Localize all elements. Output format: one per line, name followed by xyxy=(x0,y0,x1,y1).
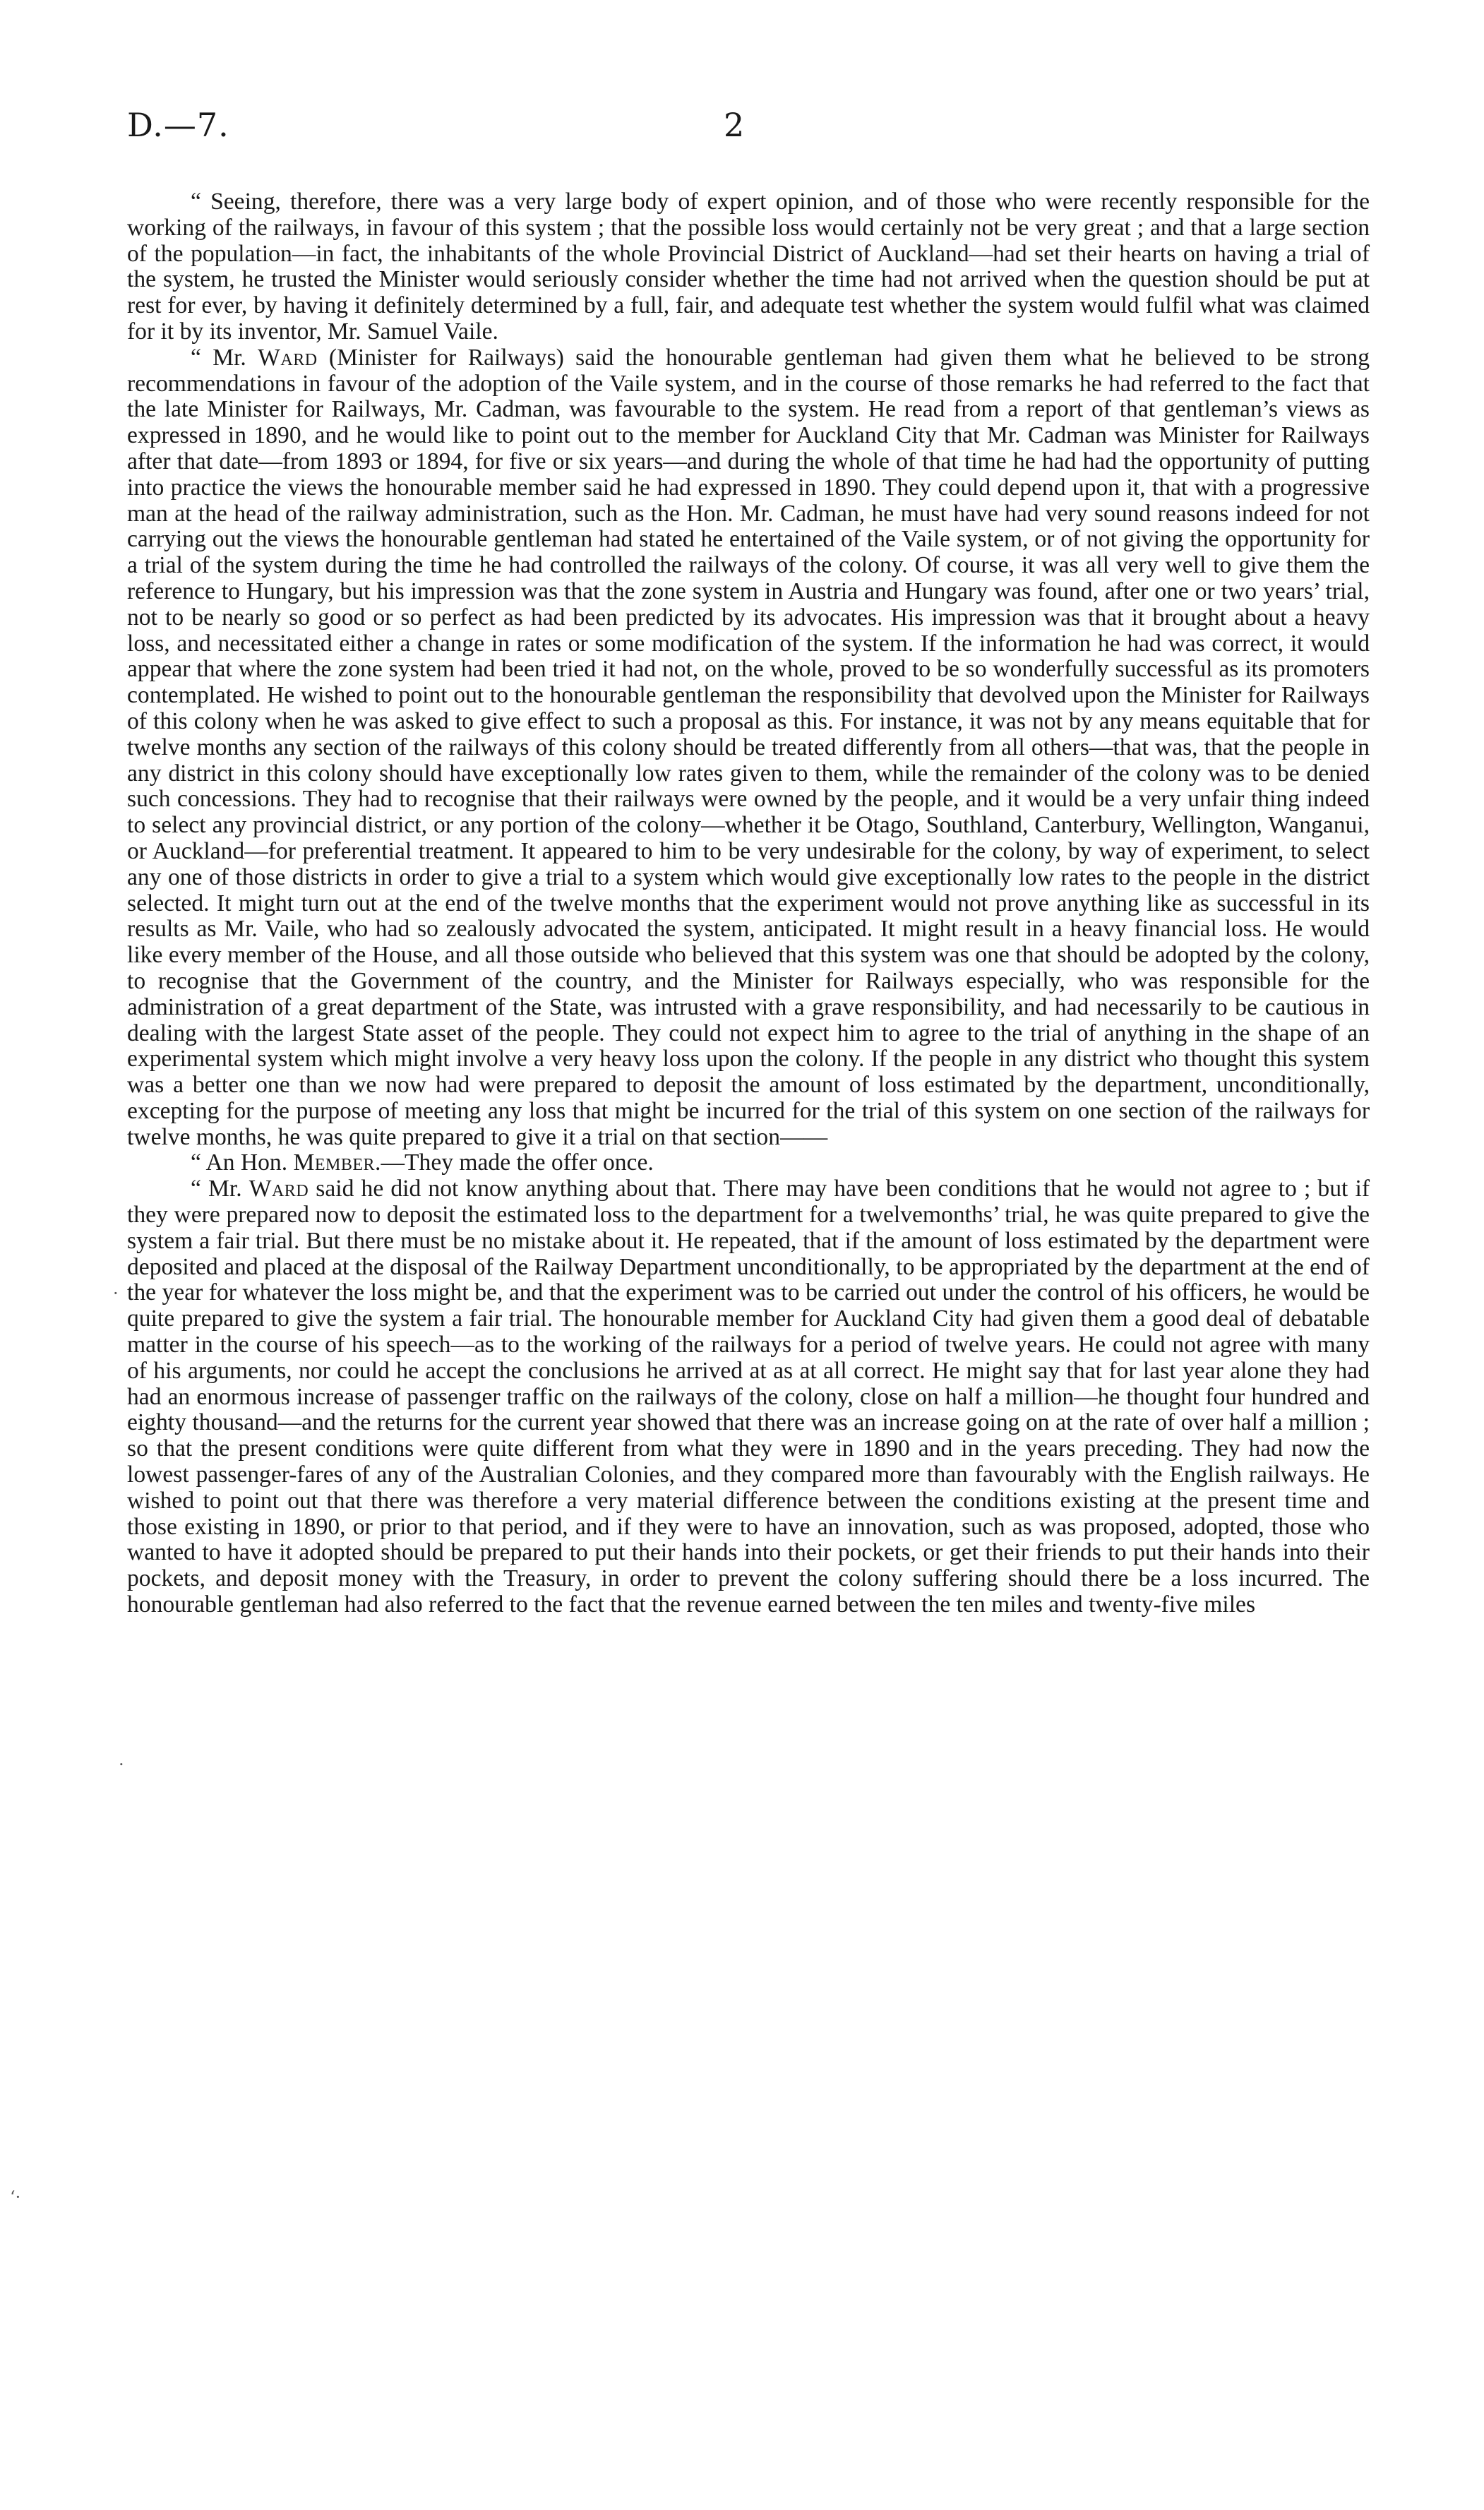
speaker-name: Ward xyxy=(258,344,318,371)
paragraph-text: (Minister for Railways) said the honourable gentleman had given them what he believed to be strong recommendations in favour of the adoption of the Vaile system, and in the course of those remarks he had referred to the fact that the late Minister for Railways, Mr. Cadman, was favourable to the system. He read from a report of that gentleman’s views as expressed in 1890, and he would like to point out to the member for Auckland City that Mr. Cadman was Minister for Railways after that date—from 1893 or 1894, for five or six years—and during the whole of that time he had had the opportunity of putting into practice the views the honourable member said he had expressed in 1890. They could depend upon it, that with a progressive man at the head of the railway administration, such as the Hon. Mr. Cadman, he must have had very sound reasons indeed for not carrying out the views the honourable gentleman had stated he entertained of the Vaile system, or of not giving the opportunity for a trial of the system during the time he had controlled the railways of the colony. Of course, it was all very well to give them the reference to Hungary, but his impression was that the zone system in Austria and Hungary was found, after one or two years’ trial, not to be nearly so good or so perfect as had been predicted by its advocates. His impression was that it brought about a heavy loss, and necessitated either a change in rates or some modification of the system. If the information he had was correct, it would appear that where the zone system had been tried it had not, on the whole, proved to be so wonderfully successful as its promoters contemplated. He wished to point out to the honourable gentleman the responsibility that devolved upon the Minister for Railways of this colony when he was asked to give effect to such a proposal as this. For instance, it was not by any means equitable that for twelve months any section of the railways of this colony should be treated differently from all others—that was, that the people in any district in this colony should have exceptionally low rates given to them, while the remainder of the colony was to be denied such concessions. They had to recognise that their railways were owned by the people, and it would be a very unfair thing indeed to select any provincial district, or any portion of the colony—whether it be Otago, Southland, Canterbury, Wellington, Wanganui, or Auckland—for preferential treatment. It appeared to him to be very undesirable for the colony, by way of experiment, to select any one of those districts in order to give a trial to a system which would give exceptionally low rates to the people in the district selected. It might turn out at the end of the twelve months that the experiment would not prove anything like as successful in its results as Mr. Vaile, who had so zealously advocated the system, anticipated. It might result in a heavy financial loss. He would like every member of the House, and all those outside who believed that this system was one that should be adopted by the colony, to recognise that the Government of the country, and the Minister for Railways especially, who was responsible for the administration of a great department of the State, was intrusted with a grave responsibility, and had necessarily to be cautious in dealing with the largest State asset of the people. They could not expect him to agree to the trial of anything in the shape of an experimental system which might involve a very heavy loss upon the colony. If the people in any district who thought this system was a better one than we now had were prepared to deposit the amount of loss estimated by the department, unconditionally, excepting for the purpose of meeting any loss that might be incurred for the trial of this system on one section of the railways for twelve months, he was quite prepared to give it a trial on that section—— xyxy=(127,344,1370,1150)
document-reference: D.—7. xyxy=(127,106,229,144)
paragraph xyxy=(127,345,1370,1151)
paragraph-lead: “ Mr. xyxy=(191,344,258,371)
paragraph-text: .—They made the offer once. xyxy=(375,1149,654,1176)
margin-speck: . xyxy=(119,1750,124,1769)
paragraph-lead: “ Mr. xyxy=(191,1176,249,1202)
speaker-name: Ward xyxy=(249,1176,309,1202)
paragraph-text: “ Seeing, therefore, there was a very large body of expert opinion, and of those who were recently responsible for the working of the railways, in favour of this system ; that the possible loss would certainly not be very great ; and that a large section of the population—in fact, the inhabitants of the whole Provincial District of Auckland—had set their hearts on having a trial of the system, he trusted the Minister would seriously consider whether the time had not arrived when the question should be put at rest for ever, by having it definitely determined by a full, fair, and adequate test whether the system would fulfil what was claimed for it by its inventor, Mr. Samuel Vaile. xyxy=(127,189,1370,345)
margin-speck: ‘· xyxy=(10,2187,21,2207)
page-header xyxy=(127,106,1370,155)
paragraph xyxy=(127,189,1370,345)
body-text xyxy=(127,189,1370,1618)
page-number: 2 xyxy=(724,106,745,144)
paragraph xyxy=(127,1150,1370,1176)
paragraph-text: said he did not know anything about that. There may have been conditions that he would not agree to ; but if they were prepared now to deposit the estimated loss to the department for a twelvemonths’ trial, he was quite prepared to give the system a fair trial. But there must be no mistake about it. He repeated, that if the amount of loss estimated by the department were deposited and placed at the disposal of the Railway Department unconditionally, to be appropriated by the department at the end of the year for whatever the loss might be, and that the experiment was to be carried out under the control of his officers, he would be quite prepared to give the system a fair trial. The honourable member for Auckland City had given them a good deal of debatable matter in the course of his speech—as to the working of the railways for a period of twelve years. He could not agree with many of his arguments, nor could he accept the conclusions he arrived at as at all correct. He might say that for last year alone they had had an enormous increase of passenger traffic on the railways of the colony, close on half a million—he thought four hundred and eighty thousand—and the returns for the current year showed that there was an increase going on at the rate of over half a million ; so that the present conditions were quite different from what they were in 1890 and in the years preceding. They had now the lowest passenger-fares of any of the Australian Colonies, and they compared more than favourably with the English railways. He wished to point out that there was therefore a very material difference between the conditions existing at the present time and those existing in 1890, or prior to that period, and if they were to have an innovation, such as was proposed, adopted, those who wanted to have it adopted should be prepared to put their hands into their pockets, or get their friends to put their hands into their pockets, and deposit money with the Treasury, in order to prevent the colony suffering should there be a loss incurred. The honourable gentleman had also referred to the fact that the revenue earned between the ten miles and twenty-five miles xyxy=(127,1176,1370,1618)
paragraph xyxy=(127,1176,1370,1618)
margin-speck: · xyxy=(113,1284,119,1303)
paragraph-lead: “ An Hon. xyxy=(191,1149,294,1176)
speaker-name: Member xyxy=(293,1149,376,1176)
